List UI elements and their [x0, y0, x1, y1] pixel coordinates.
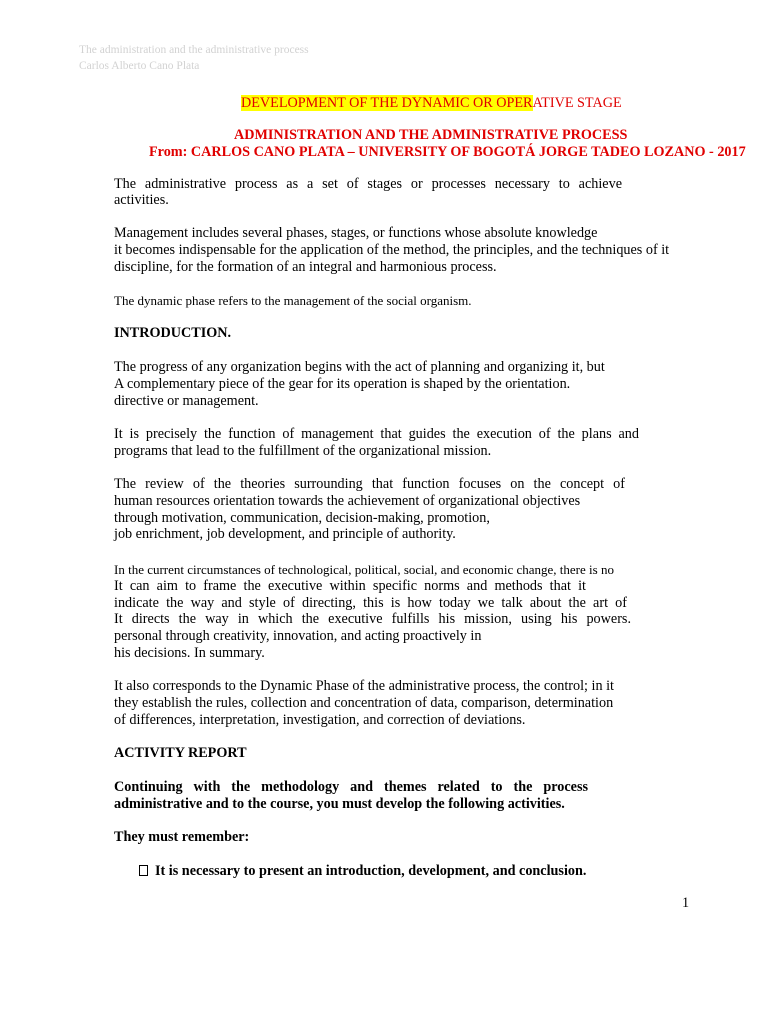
- title-highlighted-part: DEVELOPMENT OF THE DYNAMIC OR OPER: [241, 95, 533, 111]
- bullet-text: It is necessary to present an introduction, development, and conclusion.: [155, 863, 587, 879]
- paragraph-line: It also corresponds to the Dynamic Phase of the administrative process, the control; in it: [114, 678, 614, 694]
- running-header-author: Carlos Alberto Cano Plata: [79, 60, 200, 72]
- paragraph-line: activities.: [114, 192, 169, 208]
- paragraph-line: through motivation, communication, decision-making, promotion,: [114, 510, 490, 526]
- subtitle-line-1: ADMINISTRATION AND THE ADMINISTRATIVE PROCESS: [234, 127, 628, 143]
- paragraph-line: discipline, for the formation of an integral and harmonious process.: [114, 259, 497, 275]
- paragraph-line: they establish the rules, collection and concentration of data, comparison, determination: [114, 695, 614, 711]
- title-rest-part: ATIVE STAGE: [532, 95, 622, 111]
- paragraph-line: The dynamic phase refers to the management of the social organism.: [114, 293, 472, 308]
- bullet-item: [139, 863, 586, 880]
- paragraph-line: It can aim to frame the executive within specific norms and methods that it: [114, 578, 586, 594]
- paragraph-line: The review of the theories surrounding that function focuses on the concept of: [114, 476, 625, 492]
- paragraph-line: Management includes several phases, stages, or functions whose absolute knowledge: [114, 225, 598, 241]
- page-number: 1: [682, 895, 690, 911]
- running-header-title: The administration and the administrative process: [79, 44, 309, 56]
- paragraph-line: The administrative process as a set of stages or processes necessary to achieve: [114, 176, 622, 192]
- paragraph-line: job enrichment, job development, and principle of authority.: [114, 526, 456, 542]
- paragraph-line: it becomes indispensable for the application of the method, the principles, and the techniques of it: [114, 242, 670, 258]
- paragraph-line: A complementary piece of the gear for its operation is shaped by the orientation.: [114, 376, 571, 392]
- paragraph-line: Continuing with the methodology and themes related to the process: [114, 779, 588, 795]
- paragraph-line: of differences, interpretation, investigation, and correction of deviations.: [114, 712, 526, 728]
- paragraph-line: It is precisely the function of management that guides the execution of the plans and: [114, 426, 639, 442]
- paragraph-line: In the current circumstances of technological, political, social, and economic change, there is no: [114, 562, 614, 577]
- remember-label: They must remember:: [114, 829, 250, 845]
- paragraph-line: human resources orientation towards the achievement of organizational objectives: [114, 493, 581, 509]
- section-heading-introduction: INTRODUCTION.: [114, 325, 232, 341]
- paragraph-line: directive or management.: [114, 393, 259, 409]
- paragraph-line: personal through creativity, innovation, and acting proactively in: [114, 628, 482, 644]
- paragraph-line: The progress of any organization begins with the act of planning and organizing it, but: [114, 359, 605, 375]
- paragraph-line: his decisions. In summary.: [114, 645, 265, 661]
- paragraph-line: indicate the way and style of directing, this is how today we talk about the art of: [114, 595, 627, 611]
- paragraph-line: It directs the way in which the executive fulfills his mission, using his powers.: [114, 611, 631, 627]
- paragraph-line: programs that lead to the fulfillment of the organizational mission.: [114, 443, 492, 459]
- paragraph-line: administrative and to the course, you must develop the following activities.: [114, 796, 565, 812]
- section-heading-activity-report: ACTIVITY REPORT: [114, 745, 247, 761]
- checkbox-bullet-icon: [139, 865, 148, 876]
- subtitle-line-2: From: CARLOS CANO PLATA – UNIVERSITY OF BOGOTÁ JORGE TADEO LOZANO - 2017: [149, 144, 746, 160]
- document-title: [241, 95, 622, 112]
